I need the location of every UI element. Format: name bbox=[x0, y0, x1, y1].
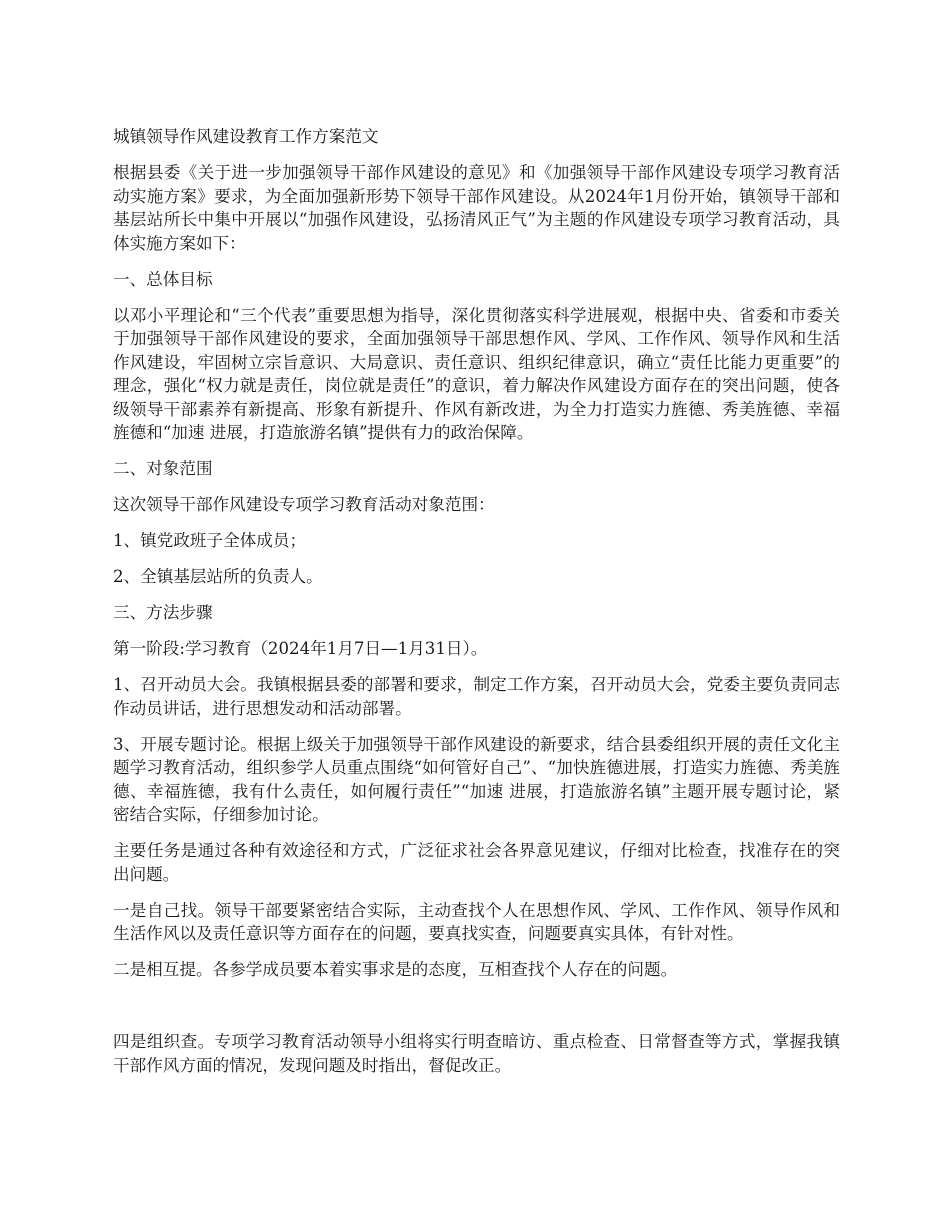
paragraph-step-1: 1、召开动员大会。我镇根据县委的部署和要求，制定工作方案，召开动员大会，党委主要负责同志作动员讲话，进行思想发动和活动部署。 bbox=[113, 675, 840, 718]
paragraph-mutual-check: 二是相互提。各参学成员要本着实事求是的态度，互相查找个人存在的问题。 bbox=[113, 960, 678, 979]
section-heading-goals: 一、总体目标 bbox=[113, 269, 213, 289]
paragraph-self-check: 一是自己找。领导干部要紧密结合实际，主动查找个人在思想作风、学风、工作作风、领导作风和生活作风以及责任意识等方面存在的问题，要真找实查，问题要真实具体，有针对性。 bbox=[113, 900, 840, 943]
paragraph-intro: 根据县委《关于进一步加强领导干部作风建设的意见》和《加强领导干部作风建设专项学习教育活动实施方案》要求，为全面加强新形势下领导干部作风建设。从2024年1月份开始，镇领导干部和基层站所长中集中开展以“加强作风建设，弘扬清风正气”为主题的作风建设专项学习教育活动，具体实施方案如下： bbox=[113, 163, 840, 253]
section-heading-scope: 二、对象范围 bbox=[113, 459, 213, 478]
document-title: 城镇领导作风建设教育工作方案范文 bbox=[113, 127, 379, 146]
list-item: 1、镇党政班子全体成员； bbox=[113, 531, 307, 550]
paragraph-phase-one: 第一阶段:学习教育（2024年1月7日—1月31日）。 bbox=[113, 639, 488, 658]
document-page bbox=[113, 125, 840, 1090]
list-item: 2、全镇基层站所的负责人。 bbox=[113, 567, 323, 586]
paragraph-step-3: 3、开展专题讨论。根据上级关于加强领导干部作风建设的新要求，结合县委组织开展的责任文化主题学习教育活动，组织参学人员重点围绕“如何管好自己”、“加快旌德进展，打造实力旌德、秀美旌德、幸福旌德，我有什么责任，如何履行责任”“加速 进展，打造旅游名镇”主题开展专题讨论，紧密结合实际，仔细参加讨论。 bbox=[113, 734, 840, 824]
paragraph-scope: 这次领导干部作风建设专项学习教育活动对象范围： bbox=[113, 495, 495, 514]
paragraph-main-task: 主要任务是通过各种有效途径和方式，广泛征求社会各界意见建议，仔细对比检查，找准存在的突出问题。 bbox=[113, 841, 840, 884]
paragraph-goals: 以邓小平理论和“三个代表”重要思想为指导，深化贯彻落实科学进展观，根据中央、省委和市委关于加强领导干部作风建设的要求，全面加强领导干部思想作风、学风、工作作风、领导作风和生活作风建设，牢固树立宗旨意识、大局意识、责任意识、组织纪律意识，确立“责任比能力更重要”的理念，强化“权力就是责任，岗位就是责任”的意识，着力解决作风建设方面存在的突出问题，使各级领导干部素养有新提高、形象有新提升、作风有新改进，为全力打造实力旌德、秀美旌德、幸福旌德和“加速 进展，打造旅游名镇”提供有力的政治保障。 bbox=[113, 305, 840, 442]
blank-gap bbox=[113, 994, 840, 1030]
paragraph-org-check: 四是组织查。专项学习教育活动领导小组将实行明查暗访、重点检查、日常督查等方式，掌握我镇干部作风方面的情况，发现问题及时指出，督促改正。 bbox=[113, 1032, 840, 1075]
section-heading-steps: 三、方法步骤 bbox=[113, 603, 213, 622]
